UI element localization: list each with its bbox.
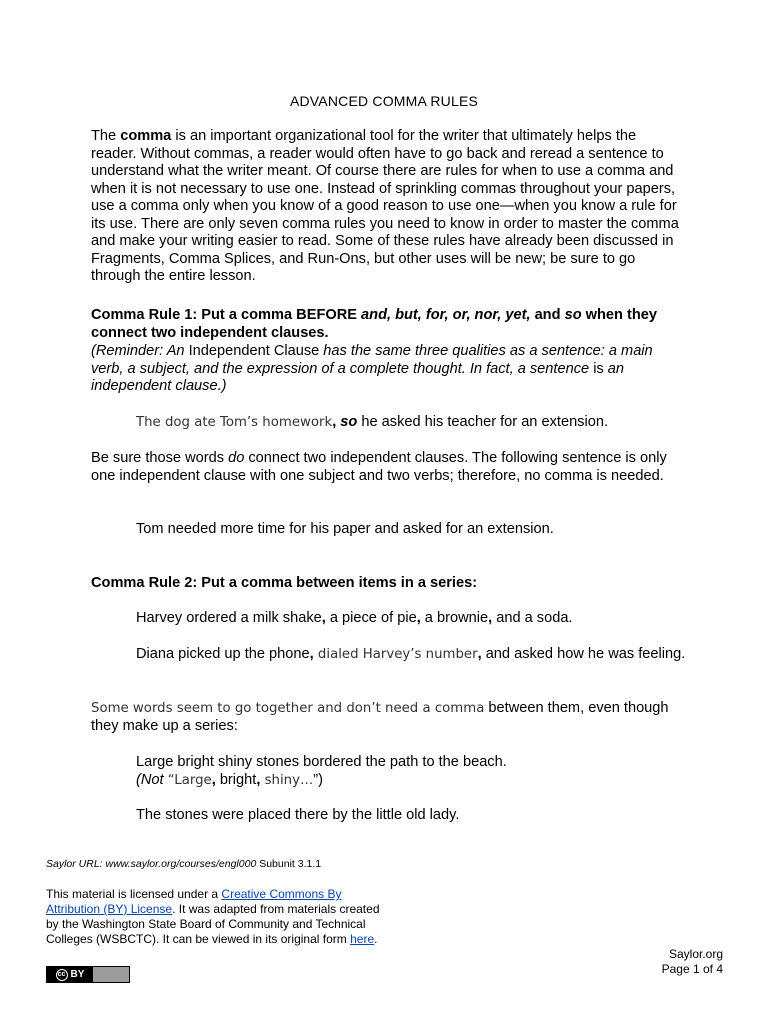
rule2-example2: [136, 646, 696, 664]
footer-org: Saylor.org: [668, 947, 723, 961]
intro-paragraph: [91, 128, 681, 286]
rule1-heading: [91, 307, 681, 342]
reminder-end: an independent clause.): [91, 360, 625, 394]
rule1-para-do: do: [228, 450, 245, 466]
rule2-example4: The stones were placed there by the little old lady.: [136, 807, 460, 823]
intro-text-rest: is an important organizational tool for the writer that ultimately helps the reader. Without commas, a reader would often have to go back and reread a sentence to understand what the writer meant. Of course there are rules for when to use a comma and when it is not necessary to use one. Instead of sprinkling commas throughout your papers, use a comma only when you know of a good reason to use one—when you know a rule for its use. There are only seven comma rules you need to know in order to master the comma and make your writing easier to read. Some of these rules have already been discussed in Fragments, Comma Splices, and Run-Ons, but other uses will be new; be sure to go through the entire lesson.: [91, 128, 679, 284]
rule1-example-end: he asked his teacher for an extension.: [357, 414, 609, 430]
ex3-shiny: shiny…: [260, 772, 314, 788]
reminder-start: (Reminder: An: [91, 343, 189, 359]
rule2-example1: [136, 610, 696, 628]
original-form-link[interactable]: here: [350, 932, 375, 946]
rule1-reminder: [91, 343, 681, 396]
ex1-comma-2: ,: [416, 610, 421, 626]
ex2-comma-1: ,: [309, 646, 314, 662]
rule1-head-end: when they connect two independent clauses.: [91, 307, 658, 341]
reminder-is: is: [593, 360, 604, 377]
reminder-independent-clause: Independent Clause: [188, 343, 320, 359]
ex1-part-d: and a soda.: [492, 610, 573, 626]
ex3-text: Large bright shiny stones bordered the path to the beach.: [136, 754, 507, 770]
page-title: ADVANCED COMMA RULES: [289, 93, 479, 109]
license-text-end: .: [374, 932, 378, 946]
subunit-label: Subunit 3.1.1: [256, 858, 322, 870]
rule1-example-comma: ,: [332, 414, 341, 430]
cc-icon: cc: [56, 969, 68, 981]
rule1-para-end: connect two independent clauses. The following sentence is only one independent clause with one subject and two verbs; therefore, no comma is needed.: [91, 450, 667, 484]
rule1-head-text: Comma Rule 1: Put a comma BEFORE: [91, 307, 362, 323]
ex1-part-b: a piece of pie: [325, 610, 417, 626]
ex1-comma-1: ,: [321, 610, 326, 626]
license-text-middle: . It was adapted from materials created by the Washington State Board of Community and Technical Colleges (WSBCTC). It can be viewed in its original form: [46, 902, 380, 946]
intro-text-start: The: [91, 128, 121, 144]
creative-commons-link[interactable]: Creative Commons By Attribution (BY) License: [46, 887, 342, 916]
ex3-not: (Not: [136, 771, 164, 788]
rule1-head-words: and, but, for, or, nor, yet,: [361, 307, 531, 323]
cc-by-text: BY: [70, 968, 85, 980]
ex3-comma-1: ,: [211, 771, 216, 788]
rule1-example-so: so: [340, 414, 358, 430]
rule2-example3: [136, 754, 696, 789]
ex1-comma-3: ,: [488, 610, 493, 626]
rule2-para-start: Some words seem to go together and don’t need a comma: [91, 701, 485, 716]
rule2-heading: Comma Rule 2: Put a comma between items in a series:: [91, 575, 478, 591]
page-footer-right: [662, 947, 723, 977]
reminder-middle: has the same three qualities as a sentence: a main verb, a subject, and the expression of a complete thought. In fact, a sentence: [91, 343, 653, 377]
page-number: Page 1 of 4: [661, 962, 723, 976]
saylor-url: [46, 856, 321, 874]
rule1-paragraph: [91, 450, 681, 485]
ex2-comma-2: ,: [477, 646, 482, 662]
ex2-part-a: Diana picked up the phone: [136, 646, 310, 662]
ex2-part-c: and asked how he was feeling.: [481, 646, 686, 662]
ex3-comma-2: ,: [256, 771, 261, 788]
rule1-example2: Tom needed more time for his paper and asked for an extension.: [136, 521, 554, 537]
ex3-bright: bright: [215, 771, 257, 788]
cc-by-badge: [46, 966, 130, 983]
ex2-part-b: dialed Harvey’s number: [313, 647, 478, 662]
rule2-para-end: between them, even though they make up a series:: [91, 700, 669, 734]
rule1-head-so: so: [564, 307, 582, 323]
cc-badge-right: [93, 967, 129, 982]
rule2-paragraph: [91, 700, 681, 735]
rule1-example: [136, 414, 696, 432]
rule1-example-start: The dog ate Tom’s homework: [136, 415, 333, 430]
ex3-large: “Large: [163, 772, 212, 788]
cc-badge-left: [47, 967, 93, 982]
intro-bold-comma: comma: [120, 128, 172, 144]
saylor-url-label: Saylor URL: www.saylor.org/courses/engl000: [46, 858, 257, 870]
ex1-part-a: Harvey ordered a milk shake: [136, 610, 322, 626]
ex1-part-c: a brownie: [420, 610, 489, 626]
license-notice: [46, 887, 386, 947]
rule1-head-and: and: [530, 307, 565, 323]
license-text-start: This material is licensed under a: [46, 887, 222, 901]
rule1-para-start: Be sure those words: [91, 450, 229, 466]
ex3-close: ”): [313, 771, 323, 788]
